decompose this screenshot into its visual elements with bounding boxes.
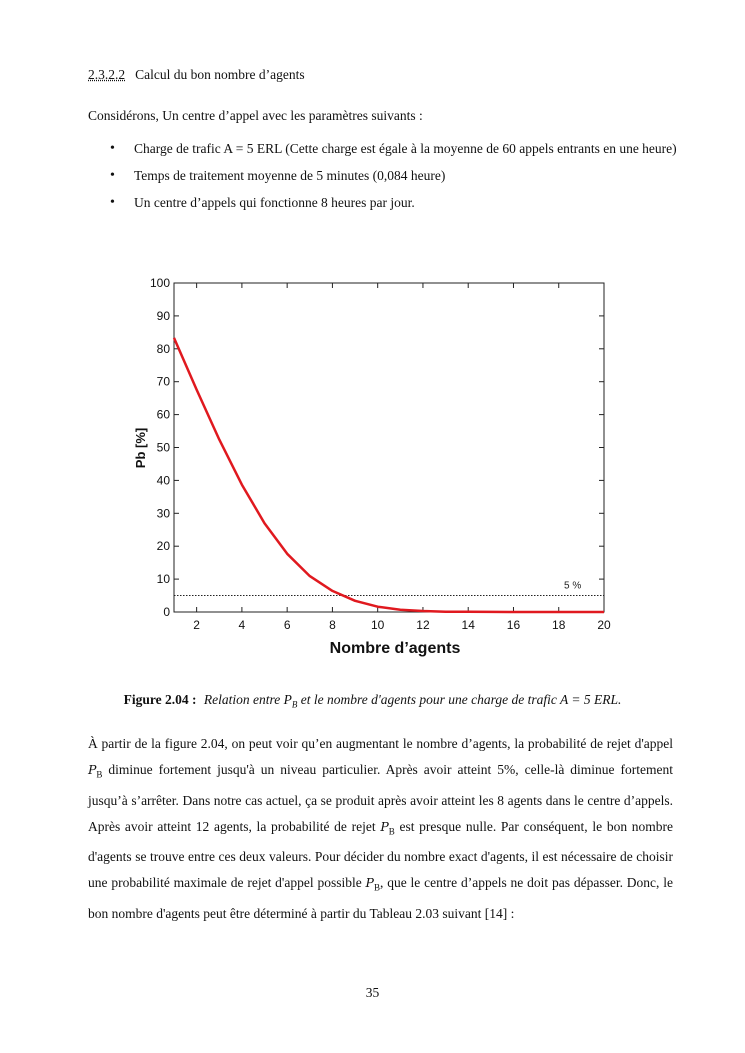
caption-text-after: et le nombre d'agents pour une charge de trafic A = 5 ERL. — [297, 692, 622, 707]
x-tick-label: 12 — [416, 618, 430, 632]
x-tick-label: 10 — [371, 618, 385, 632]
caption-subscript: B — [291, 699, 298, 710]
math-symbol: P — [380, 818, 389, 834]
section-number: 2.3.2.2 — [88, 67, 126, 82]
page-number: 35 — [365, 985, 380, 1000]
y-tick-label: 90 — [156, 308, 170, 323]
section-heading — [88, 67, 305, 83]
figure-caption — [0, 692, 745, 710]
figure-chart — [120, 268, 620, 663]
caption-symbol: P — [283, 692, 292, 707]
math-subscript: B — [373, 883, 380, 894]
intro-text: Considérons, Un centre d’appel avec les paramètres suivants : — [88, 108, 423, 123]
y-tick-label: 10 — [156, 572, 170, 587]
y-tick-label: 70 — [156, 374, 170, 389]
y-tick-label: 80 — [156, 341, 170, 356]
caption-text-before: Relation entre — [203, 692, 284, 707]
parameter-list — [88, 137, 678, 218]
caption-label: Figure 2.04 : — [123, 692, 197, 707]
x-tick-label: 6 — [283, 618, 291, 632]
x-tick-label: 2 — [193, 618, 200, 632]
x-tick-label: 18 — [552, 618, 566, 632]
y-tick-label: 50 — [156, 440, 170, 455]
y-tick-label: 100 — [149, 276, 170, 290]
body-paragraph — [88, 731, 673, 927]
math-symbol: P — [365, 875, 374, 891]
x-tick-label: 20 — [597, 618, 611, 632]
math-subscript: B — [388, 826, 395, 837]
paragraph-segment: À partir de la figure 2.04, on peut voir qu’en augmentant le nombre d’agents, la probabilité de rejet d'appel — [88, 736, 673, 751]
y-tick-label: 40 — [156, 473, 170, 488]
math-symbol: P — [88, 762, 97, 777]
y-tick-label: 60 — [156, 407, 170, 422]
x-tick-label: 14 — [461, 618, 475, 632]
y-tick-label: 0 — [163, 605, 170, 619]
plot-area — [174, 283, 604, 612]
list-item: • Temps de traitement moyenne de 5 minutes (0,084 heure) — [88, 164, 678, 188]
x-tick-label: 8 — [329, 618, 336, 632]
list-item: • Charge de trafic A = 5 ERL (Cette charge est égale à la moyenne de 60 appels entrants en une heure) — [88, 137, 678, 161]
y-tick-label: 30 — [156, 506, 170, 521]
paragraph-segment: est presque nulle. Par conséquent, le bon nombre d'agents se trouve entre ces deux valeurs. Pour décider du nombre exact d'agents, il est nécessaire de choisir une probabilité maximale de rejet d'appel possible — [88, 818, 674, 891]
y-axis-label: Pb [%] — [133, 427, 148, 469]
math-subscript: B — [96, 769, 103, 780]
section-title: Calcul du bon nombre d’agents — [135, 67, 305, 82]
x-tick-label: 16 — [506, 618, 521, 632]
y-tick-label: 20 — [156, 539, 170, 554]
paragraph-segment: , que le centre d’appels ne doit pas dépasser. Donc, le bon nombre d'agents peut être déterminé à partir du Tableau 2.03 suivant [14] : — [88, 875, 673, 922]
threshold-label: 5 % — [564, 580, 582, 592]
chart-svg — [120, 268, 620, 663]
paragraph-segment: diminue fortement jusqu'à un niveau particulier. Après avoir atteint 5%, celle-là diminue fortement jusqu’à s’arrêter. Dans notre cas actuel, ça se produit après avoir atteint les 8 agents dans le centre d’appels. Après avoir atteint 12 agents, la probabilité de rejet — [88, 762, 673, 834]
x-axis-label: Nombre d’agents — [329, 640, 461, 657]
x-tick-label: 4 — [238, 618, 246, 632]
list-item: • Un centre d’appels qui fonctionne 8 heures par jour. — [88, 191, 678, 215]
